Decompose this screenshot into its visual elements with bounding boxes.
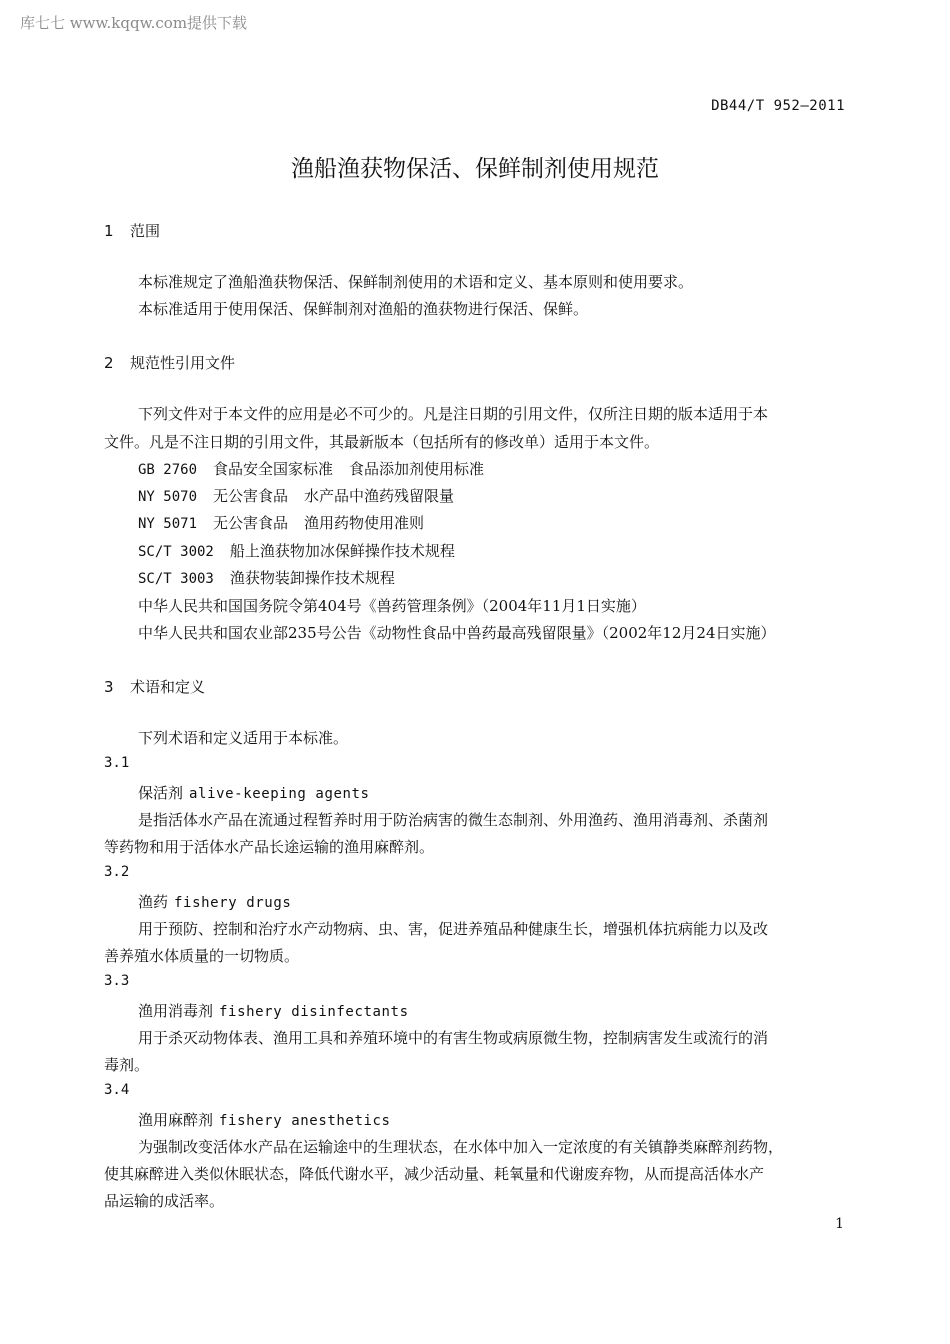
term-heading: [138, 891, 291, 912]
term-english: alive-keeping agents: [189, 786, 370, 802]
term-english: fishery drugs: [174, 895, 292, 911]
reference-item: [138, 458, 484, 479]
reference-title: 无公害食品: [213, 487, 289, 505]
section-title: 范围: [130, 222, 161, 240]
page-number: 1: [835, 1216, 844, 1232]
document-number: DB44/T 952—2011: [711, 98, 845, 114]
section-title: 术语和定义: [130, 678, 206, 696]
term-definition-line: 用于杀灭动物体表、渔用工具和养殖环境中的有害生物或病原微生物，控制病害发生或流行的消: [138, 1029, 769, 1047]
term-definition-line: 等药物和用于活体水产品长途运输的渔用麻醉剂。: [104, 838, 435, 856]
section-title: 规范性引用文件: [130, 354, 236, 372]
reference-code: NY 5070: [138, 489, 198, 505]
term-definition-line: 用于预防、控制和治疗水产动物病、虫、害，促进养殖品种健康生长，增强机体抗病能力以及改: [138, 920, 769, 938]
term-chinese: 渔用消毒剂: [138, 1002, 214, 1020]
section-number: 2: [104, 354, 114, 372]
term-chinese: 渔药: [138, 893, 169, 911]
section-1-heading: [104, 220, 160, 241]
term-definition-line: 品运输的成活率。: [104, 1192, 225, 1210]
paragraph: 下列术语和定义适用于本标准。: [138, 729, 349, 747]
reference-title: 船上渔获物加冰保鲜操作技术规程: [229, 542, 455, 560]
term-definition-line: 毒剂。: [104, 1056, 150, 1074]
term-chinese: 渔用麻醉剂: [138, 1111, 214, 1129]
term-number: 3.4: [104, 1082, 130, 1098]
reference-code: NY 5071: [138, 516, 198, 532]
term-definition-line: 是指活体水产品在流通过程暂养时用于防治病害的微生态制剂、外用渔药、渔用消毒剂、杀菌剂: [138, 811, 769, 829]
reference-decree: 中华人民共和国国务院令第404号《兽药管理条例》（2004年11月1日实施）: [138, 597, 646, 615]
term-definition-line: 使其麻醉进入类似休眠状态，降低代谢水平，减少活动量、耗氧量和代谢废弃物，从而提高活体水产: [104, 1165, 765, 1183]
reference-item: [138, 485, 454, 506]
reference-item: [138, 567, 395, 588]
term-number: 3.2: [104, 864, 130, 880]
term-english: fishery disinfectants: [219, 1004, 409, 1020]
reference-code: SC/T 3002: [138, 544, 214, 560]
reference-title: 无公害食品: [213, 514, 289, 532]
reference-subtitle: 水产品中渔药残留限量: [304, 487, 455, 505]
term-heading: [138, 782, 370, 803]
section-3-heading: [104, 676, 205, 697]
term-heading: [138, 1000, 409, 1021]
term-english: fishery anesthetics: [219, 1113, 391, 1129]
section-number: 1: [104, 222, 114, 240]
term-number: 3.3: [104, 973, 130, 989]
reference-item: [138, 540, 455, 561]
reference-title: 渔获物装卸操作技术规程: [229, 569, 395, 587]
reference-item: [138, 512, 424, 533]
section-2-heading: [104, 352, 235, 373]
term-definition-line: 为强制改变活体水产品在运输途中的生理状态，在水体中加入一定浓度的有关镇静类麻醉剂药物，: [138, 1138, 784, 1156]
section-number: 3: [104, 678, 114, 696]
term-number: 3.1: [104, 755, 130, 771]
paragraph: 本标准规定了渔船渔获物保活、保鲜制剂使用的术语和定义、基本原则和使用要求。: [138, 273, 694, 291]
reference-decree: 中华人民共和国农业部235号公告《动物性食品中兽药最高残留限量》（2002年12月24日实施）: [138, 624, 776, 642]
term-definition-line: 善养殖水体质量的一切物质。: [104, 947, 300, 965]
reference-code: GB 2760: [138, 462, 198, 478]
term-chinese: 保活剂: [138, 784, 184, 802]
document-title: 渔船渔获物保活、保鲜制剂使用规范: [291, 156, 659, 182]
reference-title: 食品安全国家标准: [213, 460, 334, 478]
reference-subtitle: 渔用药物使用准则: [304, 514, 425, 532]
watermark-text: 库七七 www.kqqw.com提供下载: [20, 14, 248, 32]
reference-subtitle: 食品添加剂使用标准: [349, 460, 485, 478]
paragraph-line: 下列文件对于本文件的应用是必不可少的。凡是注日期的引用文件，仅所注日期的版本适用于本: [138, 405, 769, 423]
reference-code: SC/T 3003: [138, 571, 214, 587]
paragraph: 本标准适用于使用保活、保鲜制剂对渔船的渔获物进行保活、保鲜。: [138, 300, 589, 318]
paragraph-line: 文件。凡是不注日期的引用文件，其最新版本（包括所有的修改单）适用于本文件。: [104, 433, 660, 451]
term-heading: [138, 1109, 391, 1130]
